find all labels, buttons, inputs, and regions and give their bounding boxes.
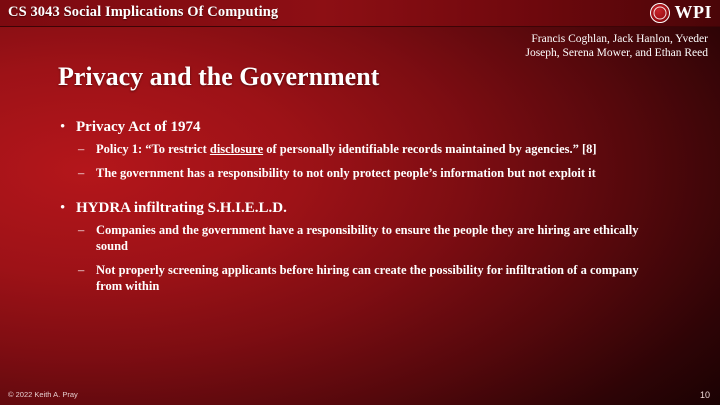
- bullet-level2-text-pre: Not properly screening applicants before hiring can create the possibility for infiltration of a company from within: [96, 262, 639, 293]
- bullet-level2-text-post: of personally identifiable records maintained by agencies.” [8]: [263, 141, 597, 156]
- bullet-marker: –: [78, 262, 85, 277]
- bullet-marker: –: [78, 141, 85, 156]
- slide-body: [58, 118, 658, 302]
- bullet-marker: •: [60, 199, 66, 216]
- bullet-group: [58, 199, 658, 294]
- wpi-logo-text: WPI: [674, 2, 712, 22]
- bullet-marker: –: [78, 222, 85, 237]
- wpi-seal-icon: [650, 3, 670, 23]
- bullet-level2: [58, 165, 658, 181]
- authors-list: Francis Coghlan, Jack Hanlon, Yveder Joseph, Serena Mower, and Ethan Reed: [525, 33, 708, 60]
- bullet-level2-text-pre: Companies and the government have a responsibility to ensure the people they are hiring are ethically sound: [96, 222, 639, 253]
- bullet-level2: [58, 262, 658, 294]
- spacer: [58, 189, 658, 199]
- page-title: Privacy and the Government: [58, 62, 380, 92]
- bullet-level2-text-pre: The government has a responsibility to not only protect people’s information but not exploit it: [96, 165, 596, 180]
- copyright-notice: © 2022 Keith A. Pray: [8, 390, 78, 399]
- bullet-level2-text-pre: Policy 1: “To restrict: [96, 141, 210, 156]
- bullet-level2-text-underlined: disclosure: [209, 141, 264, 156]
- page-number: 10: [699, 390, 710, 400]
- course-title: CS 3043 Social Implications Of Computing: [8, 4, 279, 20]
- bullet-level1-text: HYDRA infiltrating S.H.I.E.L.D.: [76, 199, 287, 216]
- bullet-level1: [58, 118, 658, 137]
- bullet-marker: –: [78, 165, 85, 180]
- bullet-level2: [58, 222, 658, 254]
- bullet-group: [58, 118, 658, 181]
- bullet-marker: •: [60, 119, 66, 135]
- bullet-level1: [58, 199, 658, 218]
- bullet-level2: [58, 141, 658, 157]
- bullet-level1-text: Privacy Act of 1974: [76, 119, 201, 135]
- wpi-logo: [650, 2, 713, 23]
